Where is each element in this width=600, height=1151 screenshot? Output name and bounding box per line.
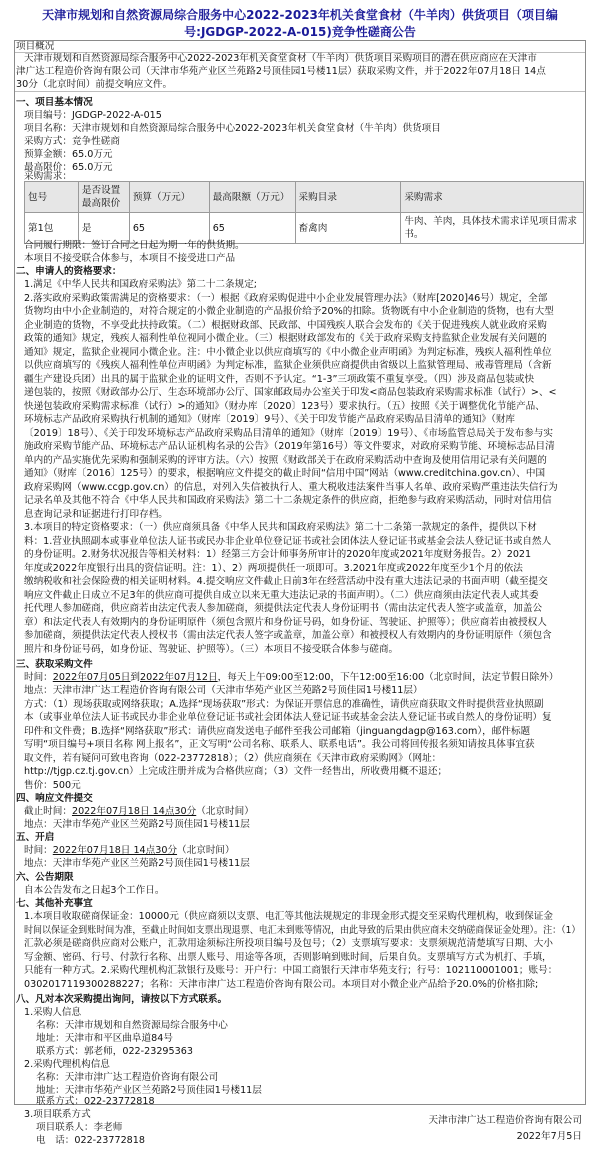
signature-company: 天津市津广达工程造价咨询有限公司 (428, 1115, 582, 1126)
acquisition-line: 地点：天津市津广达工程造价咨询有限公司（天津市华苑产业区兰苑路2号顶佳园1号楼11层） (24, 685, 423, 696)
qualification-line: 1.满足《中华人民共和国政府采购法》第二十二条规定; (24, 279, 258, 290)
qualification-line: 施政府采购节能产品、环境标志产品认证机构名录的公告》（2019年第16号）等文件要求，对政府采购节能、环境标志品目清 (24, 441, 555, 452)
qualification-line: 政策的通知》规定，残疾人福利性单位视同小微企业。（三）根据财政部发布的《关于政府采购支持监狱企业发展有关问题的 (24, 333, 547, 344)
qualification-line: 记录名单及其他不符合《中华人民共和国政府采购法》第二十二条规定条件的供应商，拒绝参与政府采购活动，同时对信用信 (24, 495, 552, 506)
table-header-cell: 最高限额（万元） (209, 182, 295, 213)
project-contact-title: 3.项目联系方式 (24, 1109, 91, 1120)
table-header-cell: 包号 (25, 182, 79, 213)
acquisition-start-date: 2022年07月05日 (52, 672, 131, 683)
contract-period: 合同履行期限：签订合同之日起为期一年的供货期。 (24, 240, 245, 251)
qualification-line: 3.本项目的特定资格要求：（一）供应商须具备《中华人民共和国政府采购法》第二十二条第一款规定的条件，提供以下材 (24, 522, 537, 533)
project-contact-person: 项目联系人：李老师 (36, 1122, 123, 1133)
announcement-period: 自本公告发布之日起3个工作日。 (24, 885, 165, 896)
section-3-heading: 三、获取采购文件 (16, 659, 93, 670)
buyer-name: 名称：天津市规划和自然资源局综合服务中心 (36, 1020, 228, 1031)
qualification-line: 料：1.营业执照副本或事业单位法人证书或民办非企业单位登记证书或社会团体法人登记证书或基金会法人登记证书或自然人 (24, 535, 552, 547)
project-number: 项目编号：JGDGP-2022-A-015 (24, 110, 162, 121)
acquisition-end-date: 2022年07月12日 (140, 672, 218, 683)
project-name: 项目名称：天津市规划和自然资源局综合服务中心2022-2023年机关食堂食材（牛羊肉）供货项目 (24, 123, 441, 134)
table-cell: 牛肉、羊肉，具体技术需求详见项目需求书。 (401, 213, 584, 244)
qualification-line: 快递包装政府采购需求标准（试行）>的通知》（财办库〔2020〕123号）要求执行。（五）按照《关于调整优化节能产品、 (24, 400, 545, 412)
section-8-heading: 八、凡对本次采购提出询问，请按以下方式联系。 (16, 994, 228, 1005)
submission-place: 地点：天津市华苑产业区兰苑路2号顶佳园1号楼11层 (24, 819, 250, 830)
qualification-line: 2.落实政府采购政策需满足的资格要求：（一）根据《政府采购促进中小企业发展管理办法》（财库[2020]46号）规定，全部 (24, 292, 548, 304)
table-header-cell: 采购需求 (401, 182, 584, 213)
qualification-line: 以供应商填写的《残疾人福利性单位声明函》为判定标准，监狱企业须供应商提供由省级以上监狱管理局、戒毒管理局（含新 (24, 360, 552, 371)
qualification-line: 的身份证明。2.财务状况报告等相关材料：1）经第三方会计师事务所审计的2020年度或2021年度财务报告。2）2021 (24, 549, 532, 560)
intro-line: 天津市规划和自然资源局综合服务中心2022-2023年机关食堂食材（牛羊肉）供货项目采购项目的潜在供应商应在天津市 (24, 53, 537, 64)
qualification-line: 章）和法定代表人有效期内的身份证明原件（须包含照片和身份证号码，如身份证、驾驶证、护照等）；供应商若由被授权人 (24, 616, 547, 628)
table-cell: 65 (209, 213, 295, 244)
acquisition-hours: ，每天上午09:00至12:00，下午12:00至16:00（北京时间，法定节假日除外） (217, 672, 559, 683)
deadline-value: 2022年07月18日 14点30分 (71, 806, 197, 817)
qualification-line: 疆生产建设兵团）出具的属于监狱企业的证明文件，否则不予认定。“1-3”三项政策不重复享受。（四）涉及商品包装或快 (24, 373, 535, 385)
deadline-label: 截止时间： (24, 806, 72, 817)
qualification-line: 通知》（财库〔2016〕125号）的要求，根据响应文件提交的截止时间“信用中国”网站（www.creditchina.gov.cn）、中国 (24, 468, 546, 479)
qualification-line: 政府采购网（www.ccgp.gov.cn）的信息，对列入失信被执行人、重大税收违法案件当事人名单、政府采购严重违法失信行为 (24, 481, 558, 493)
acquisition-line: 印件和文件费；B.选择“网络获取”形式：请供应商发送电子邮件至我公司邮箱（jinguangdagp@163.com），邮件标题 (24, 725, 531, 737)
consortium-note: 本项目不接受联合体参与，本项目不接受进口产品 (24, 253, 236, 264)
agent-name: 名称：天津市津广达工程造价咨询有限公司 (36, 1072, 219, 1083)
project-contact-phone: 电 话：022-23772818 (36, 1135, 145, 1146)
budget-amount: 预算金额：65.0万元 (24, 149, 113, 160)
opening-place: 地点：天津市华苑产业区兰苑路2号顶佳园1号楼11层 (24, 858, 250, 869)
opening-time-value: 2022年07月18日 14点30分 (52, 845, 178, 856)
qualification-line: 〔2019〕18号）、《关于印发环境标志产品政府采购品目清单的通知》（财库〔2019〕19号）、《市场监管总局关于发布参与实 (24, 427, 553, 439)
supplementary-line: 时间以保证金到账时间为准，至截止时间如支票出现退票、电汇未到账等情况，由此导致的后果由供应商未交纳磋商保证金处理）。注：（1） (24, 924, 581, 936)
supplementary-line: 写金额、密码、行号、付款行名称、出票人账号、用途等各项，否则影响到账时间，后果自负。支票填写方式为机打、手填， (24, 951, 552, 963)
opening-timezone: （北京时间） (177, 845, 235, 856)
opening-time-label: 时间： (24, 845, 53, 856)
qualification-line: 单内的产品实施优先采购和强制采购的评审方法。（六）按照《财政部关于在政府采购活动中查询及使用信用记录有关问题的 (24, 454, 547, 466)
table-header-cell: 预算（万元） (129, 182, 209, 213)
title-line-2: 号:JGDGP-2022-A-015)竞争性磋商公告 (184, 25, 416, 39)
qualification-line: 照片和身份证号码，如身份证、驾驶证、护照等）。（三）本项目不接受联合体参与磋商。 (24, 643, 399, 655)
supplementary-text (24, 910, 580, 991)
qualification-line: 响应文件截止日成立不足3年的供应商可提供自成立以来无重大违法记录的书面声明）。（二）供应商须由法定代表人或其委 (24, 589, 539, 601)
submission-deadline (24, 805, 254, 819)
intro-line: 30分（北京时间）前提交响应文件。 (16, 79, 173, 90)
supplementary-line: 汇款必须是磋商供应商对公账户，汇款用途须标注所投项目编号及包号；（2）支票填写要求：支票须规范清楚填写日期、大小 (24, 938, 553, 949)
acquisition-time-label: 时间： (24, 672, 53, 683)
acquisition-line: http://tjgp.cz.tj.gov.cn）上完成注册并成为合格供应商；（3）文件一经售出，所收费用概不退还； (24, 766, 448, 777)
qualification-line: 通知》规定，监狱企业视同小微企业。注：中小微企业以供应商填写的《中小微企业声明函》为判定标准，残疾人福利性单位 (24, 346, 552, 358)
qualification-line: 缴纳税收和社会保险费的相关证明材料。4.提交响应文件截止日前3年在经营活动中没有重大违法记录的书面声明（截至提交 (24, 576, 548, 587)
buyer-info-title: 1.采购人信息 (24, 1007, 82, 1018)
demand-table (24, 181, 584, 244)
supplementary-line: 只能有一种方式。2.采购代理机构汇款银行及账号：开户行：中国工商银行天津市华苑支行；行号：102110001001；账号： (24, 965, 558, 976)
qualification-line: 企业制造的货物，不享受此扶持政策。（二）根据财政部、民政部、中国残疾人联合会发布的《关于促进残疾人就业政府采购 (24, 319, 547, 331)
table-cell: 畜禽肉 (295, 213, 401, 244)
agent-contact: 联系方式：022-23772818 (36, 1096, 155, 1107)
table-header-row (25, 182, 584, 213)
acquisition-line: 取文件，若有疑问可致电咨询（022-23772818）；（2）供应商须在《天津市政府采购网》（网址： (24, 752, 442, 764)
section-6-heading: 六、公告期限 (16, 872, 74, 883)
supplementary-line: 1.本项目收取磋商保证金：10000元（供应商须以支票、电汇等其他法规规定的非现金形式提交至采购代理机构，收到保证金 (24, 911, 553, 922)
acquisition-line: 售价：500元 (24, 779, 81, 791)
deadline-timezone: （北京时间） (196, 806, 254, 817)
section-2-heading: 二、申请人的资格要求： (16, 266, 122, 277)
table-cell: 第1包 (25, 213, 79, 244)
acquisition-text (24, 684, 580, 792)
qualification-line: 托代理人参加磋商，供应商若由法定代表人参加磋商，须提供法定代表人身份证明书（需由法定代表人签字或盖章，加盖公 (24, 603, 543, 614)
title-line-1: 天津市规划和自然资源局综合服务中心2022-2023年机关食堂食材（牛羊肉）供货项目（项目编 (42, 8, 558, 22)
acquisition-line: 方式：（1）现场获取或网络获取；A.选择“现场获取”形式：为保证开票信息的准确性，请供应商获取文件时提供营业执照副 (24, 698, 544, 710)
buyer-address: 地址：天津市和平区曲阜道84号 (36, 1033, 173, 1044)
signature-date: 2022年7月5日 (516, 1131, 582, 1142)
page-title (8, 7, 592, 41)
table-cell: 65 (129, 213, 209, 244)
max-price: 最高限价：65.0万元 (24, 162, 113, 173)
table-header-cell: 采购目录 (295, 182, 401, 213)
section-1-heading: 一、项目基本情况 (16, 97, 93, 108)
supplementary-line: 0302017119300288227；名称：天津市津广达工程造价咨询有限公司。本项目对小微企业产品给予20.0%的价格扣除; (24, 978, 539, 990)
procurement-method: 采购方式：竞争性磋商 (24, 136, 120, 147)
demand-label: 采购需求： (24, 171, 72, 182)
acquisition-line: 本（或事业单位法人证书或民办非企业单位登记证书或社会团体法人登记证书或基金会法人登记证书或自然人的身份证明）复 (24, 712, 552, 723)
qualification-line: 参加磋商，须提供法定代表人授权书（需由法定代表人签字或盖章，加盖公章）和被授权人有效期内的身份证明原件（须包含 (24, 630, 552, 641)
acquisition-line: 写明“项目编号+项目名称 网上报名”，正文写明“公司名称、联系人、联系电话”。我公司将回传报名须知请按具体事宜获 (24, 739, 535, 750)
intro-line: 津广达工程造价咨询有限公司（天津市华苑产业区兰苑路2号顶佳园1号楼11层）获取采购文件，并于2022年07月18日 14点 (16, 66, 546, 77)
qualification-line: 环境标志产品政府采购执行机制的通知》（财库〔2019〕9号）、《关于印发节能产品政府采购品目清单的通知》（财库 (24, 414, 516, 425)
agent-address: 地址：天津市华苑产业区兰苑路2号顶佳园1号楼11层 (36, 1085, 262, 1096)
qualification-line: 年度或2022年度银行出具的资信证明。注：1）、2）两项提供任一项即可。3.2021年度或2022年度至少1个月的依法 (24, 562, 523, 574)
qualification-line: 递包装的，按照《财政部办公厅、生态环境部办公厅、国家邮政局办公室关于印发<商品包装政府采购需求标准（试行）>、< (24, 387, 557, 398)
qualification-text (24, 278, 580, 656)
table-cell: 是 (78, 213, 129, 244)
qualification-line: 息查询记录和证据进行打印存档。 (24, 508, 168, 520)
buyer-contact: 联系方式：郭老师，022-23295363 (36, 1046, 193, 1057)
table-header-cell: 是否设置最高限价 (78, 182, 129, 213)
qualification-line: 货物均由中小企业制造的，对符合规定的小微企业制造的产品报价给予20%的扣除。货物既有中小企业制造的货物，也有大型 (24, 306, 554, 317)
section-4-heading: 四、响应文件提交 (16, 793, 93, 804)
overview-label: 项目概况 (16, 41, 55, 52)
acquisition-time (24, 671, 558, 685)
section-7-heading: 七、其他补充事宜 (16, 898, 93, 909)
acquisition-to: 到 (130, 672, 140, 683)
section-5-heading: 五、开启 (16, 832, 55, 843)
opening-time (24, 844, 235, 858)
agent-info-title: 2.采购代理机构信息 (24, 1059, 110, 1070)
